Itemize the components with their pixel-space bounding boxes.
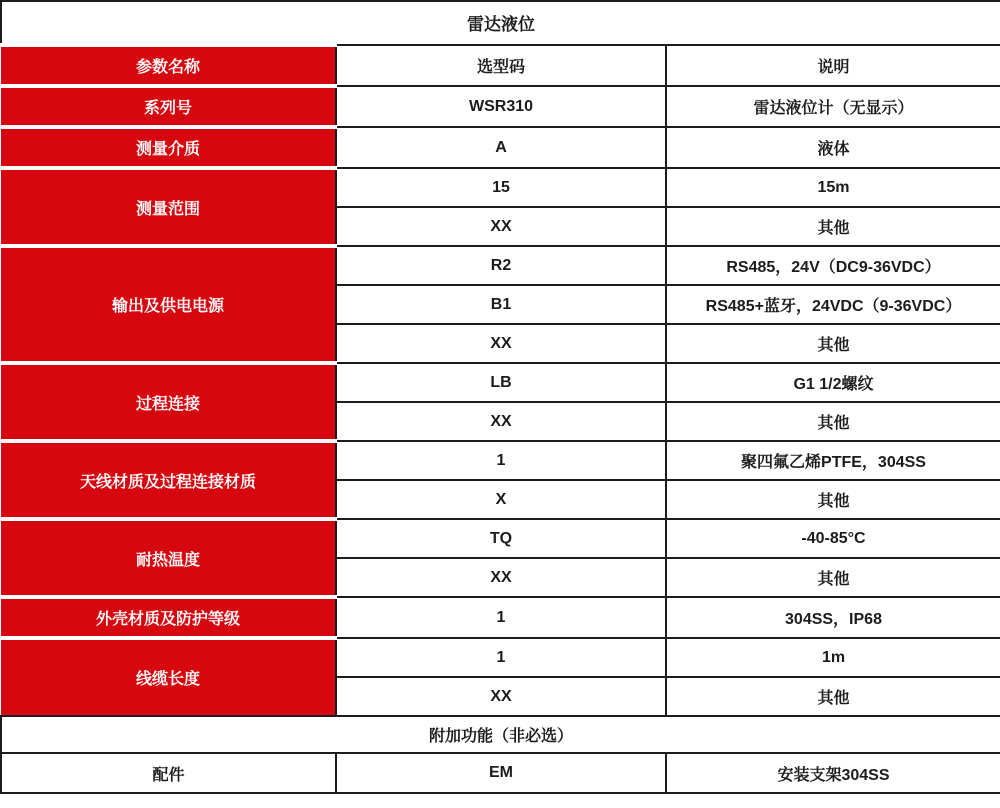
code-cell: XX — [336, 402, 666, 441]
param-cell-housing: 外壳材质及防护等级 — [1, 597, 336, 638]
code-cell: 1 — [336, 597, 666, 638]
desc-cell: -40-85°C — [666, 519, 1000, 558]
code-cell: 1 — [336, 441, 666, 480]
code-cell: XX — [336, 558, 666, 597]
desc-cell: 1m — [666, 638, 1000, 677]
desc-cell: 雷达液位计（无显示） — [666, 86, 1000, 127]
code-cell: B1 — [336, 285, 666, 324]
code-cell: X — [336, 480, 666, 519]
accessory-code-cell: EM — [336, 753, 666, 793]
desc-cell: 其他 — [666, 480, 1000, 519]
desc-cell: 304SS，IP68 — [666, 597, 1000, 638]
col-header-code: 选型码 — [336, 45, 666, 86]
section-note: 附加功能（非必选） — [1, 716, 1000, 753]
accessory-param-cell: 配件 — [1, 753, 336, 793]
table-title: 雷达液位 — [1, 1, 1000, 45]
param-cell-process-connection: 过程连接 — [1, 363, 336, 441]
desc-cell: 液体 — [666, 127, 1000, 168]
accessory-desc-cell: 安装支架304SS — [666, 753, 1000, 793]
col-header-param: 参数名称 — [1, 45, 336, 86]
param-cell-medium: 测量介质 — [1, 127, 336, 168]
desc-cell: 其他 — [666, 558, 1000, 597]
desc-cell: RS485，24V（DC9-36VDC） — [666, 246, 1000, 285]
param-cell-power: 输出及供电电源 — [1, 246, 336, 363]
desc-cell: 15m — [666, 168, 1000, 207]
desc-cell: 其他 — [666, 324, 1000, 363]
code-cell: XX — [336, 324, 666, 363]
desc-cell: G1 1/2螺纹 — [666, 363, 1000, 402]
code-cell: R2 — [336, 246, 666, 285]
desc-cell: 其他 — [666, 207, 1000, 246]
col-header-desc: 说明 — [666, 45, 1000, 86]
param-cell-antenna-material: 天线材质及过程连接材质 — [1, 441, 336, 519]
code-cell: XX — [336, 677, 666, 716]
code-cell: LB — [336, 363, 666, 402]
param-cell-cable-length: 线缆长度 — [1, 638, 336, 716]
code-cell: A — [336, 127, 666, 168]
desc-cell: 其他 — [666, 677, 1000, 716]
code-cell: 15 — [336, 168, 666, 207]
desc-cell: 其他 — [666, 402, 1000, 441]
desc-cell: 聚四氟乙烯PTFE，304SS — [666, 441, 1000, 480]
code-cell: 1 — [336, 638, 666, 677]
code-cell: XX — [336, 207, 666, 246]
param-cell-temperature: 耐热温度 — [1, 519, 336, 597]
code-cell: WSR310 — [336, 86, 666, 127]
desc-cell: RS485+蓝牙，24VDC（9-36VDC） — [666, 285, 1000, 324]
param-cell-series: 系列号 — [1, 86, 336, 127]
code-cell: TQ — [336, 519, 666, 558]
param-cell-range: 测量范围 — [1, 168, 336, 246]
